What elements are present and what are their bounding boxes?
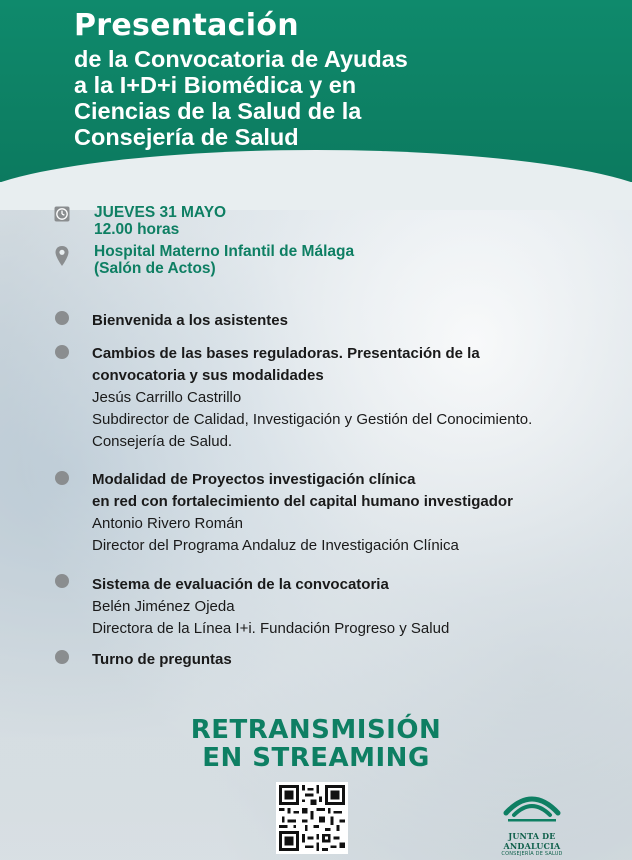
event-time: 12.00 horas bbox=[94, 221, 180, 238]
agenda-speaker-org: Consejería de Salud. bbox=[92, 433, 233, 450]
event-place: Hospital Materno Infantil de Málaga bbox=[94, 243, 355, 260]
header-curve bbox=[0, 150, 632, 210]
event-date: JUEVES 31 MAYO bbox=[94, 204, 227, 221]
subtitle-line: a la I+D+i Biomédica y en bbox=[74, 72, 357, 98]
subtitle-line: de la Convocatoria de Ayudas bbox=[74, 46, 408, 72]
event-datetime bbox=[54, 204, 226, 238]
subtitle-line: Consejería de Salud bbox=[74, 124, 299, 150]
subtitle-line: Ciencias de la Salud de la bbox=[74, 98, 362, 124]
agenda-speaker: Jesús Carrillo Castrillo bbox=[92, 389, 242, 406]
agenda-item bbox=[92, 469, 612, 557]
agenda-speaker-role: Subdirector de Calidad, Investigación y Gestión del Conocimiento. bbox=[92, 411, 533, 428]
clock-icon bbox=[54, 206, 70, 222]
agenda-bullet bbox=[55, 311, 69, 325]
agenda-speaker-role: Directora de la Línea I+i. Fundación Progreso y Salud bbox=[92, 620, 450, 637]
agenda-item bbox=[92, 343, 612, 453]
location-pin-icon bbox=[54, 245, 70, 267]
agenda-item-title: Turno de preguntas bbox=[92, 651, 232, 668]
page-subtitle bbox=[74, 46, 514, 150]
agenda-bullet bbox=[55, 574, 69, 588]
agenda-speaker-role: Director del Programa Andaluz de Investigación Clínica bbox=[92, 537, 459, 554]
agenda-speaker: Belén Jiménez Ojeda bbox=[92, 598, 235, 615]
junta-arch-icon bbox=[500, 783, 564, 827]
streaming-heading: RETRANSMISIÓN bbox=[190, 715, 442, 745]
event-location bbox=[54, 243, 354, 277]
logo-subtitle: CONSEJERÍA DE SALUD bbox=[501, 851, 563, 857]
agenda-bullet bbox=[55, 650, 69, 664]
page-title: Presentación bbox=[74, 8, 299, 43]
agenda-item bbox=[92, 574, 612, 640]
header-band bbox=[0, 0, 632, 182]
agenda-item-title: Modalidad de Proyectos investigación clínica bbox=[92, 471, 416, 488]
agenda-item bbox=[92, 649, 612, 671]
qr-code-icon bbox=[276, 782, 348, 854]
agenda-item-title: Cambios de las bases reguladoras. Presentación de la bbox=[92, 345, 480, 362]
agenda-item-title: Sistema de evaluación de la convocatoria bbox=[92, 576, 389, 593]
logo-name: JUNTA DE ANDALUCIA bbox=[503, 831, 561, 851]
qr-code[interactable] bbox=[276, 782, 348, 854]
junta-andalucia-logo bbox=[482, 783, 582, 857]
agenda-bullet bbox=[55, 345, 69, 359]
agenda-item bbox=[92, 310, 612, 332]
agenda-speaker: Antonio Rivero Román bbox=[92, 515, 243, 532]
event-room: (Salón de Actos) bbox=[94, 260, 216, 277]
agenda-item-title: convocatoria y sus modalidades bbox=[92, 367, 324, 384]
agenda-item-title: en red con fortalecimiento del capital humano investigador bbox=[92, 493, 513, 510]
agenda-bullet bbox=[55, 471, 69, 485]
agenda-item-title: Bienvenida a los asistentes bbox=[92, 312, 288, 329]
streaming-heading-2: EN STREAMING bbox=[202, 743, 430, 773]
